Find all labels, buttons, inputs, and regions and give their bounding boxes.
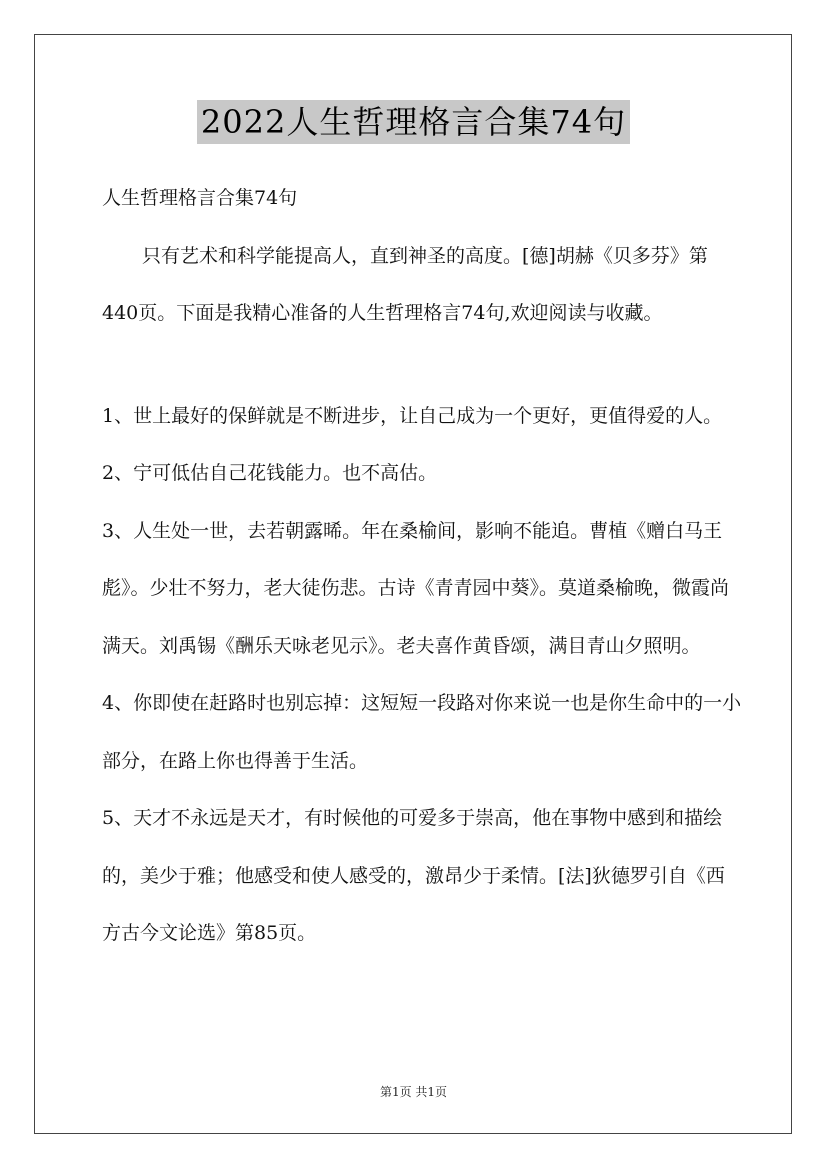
quote-item: 5、天才不永远是天才，有时候他的可爱多于崇高，他在事物中感到和描绘的，美少于雅；他感受和使人感受的，激昂少于柔情。[法]狄德罗引自《西方古今文论选》第85页。 (102, 807, 725, 944)
document-body (102, 170, 742, 963)
quote-item: 3、人生处一世，去若朝露晞。年在桑榆间，影响不能追。曹植《赠白马王彪》。少壮不努力，老大徒伤悲。古诗《青青园中葵》。莫道桑榆晚，微霞尚满天。刘禹锡《酬乐天咏老见示》。老夫喜作黄昏颂，满目青山夕照明。 (102, 519, 730, 657)
intro-paragraph: 只有艺术和科学能提高人，直到神圣的高度。[德]胡赫《贝多芬》第440页。下面是我精心准备的人生哲理格言74句,欢迎阅读与收藏。 (102, 244, 708, 324)
document-subtitle: 人生哲理格言合集74句 (102, 187, 298, 209)
document-title-wrap (0, 100, 827, 144)
paragraph-spacer (102, 343, 742, 388)
page-number: 第1页 共1页 (379, 1085, 448, 1099)
quote-item: 1、世上最好的保鲜就是不断进步，让自己成为一个更好，更值得爱的人。 (102, 404, 723, 427)
quote-item: 2、宁可低估自己花钱能力。也不高估。 (102, 462, 438, 484)
document-title: 2022人生哲理格言合集74句 (197, 100, 630, 144)
page-footer (0, 1083, 827, 1100)
quote-item: 4、你即使在赶路时也别忘掉：这短短一段路对你来说一也是你生命中的一小部分，在路上你也得善于生活。 (102, 692, 742, 772)
